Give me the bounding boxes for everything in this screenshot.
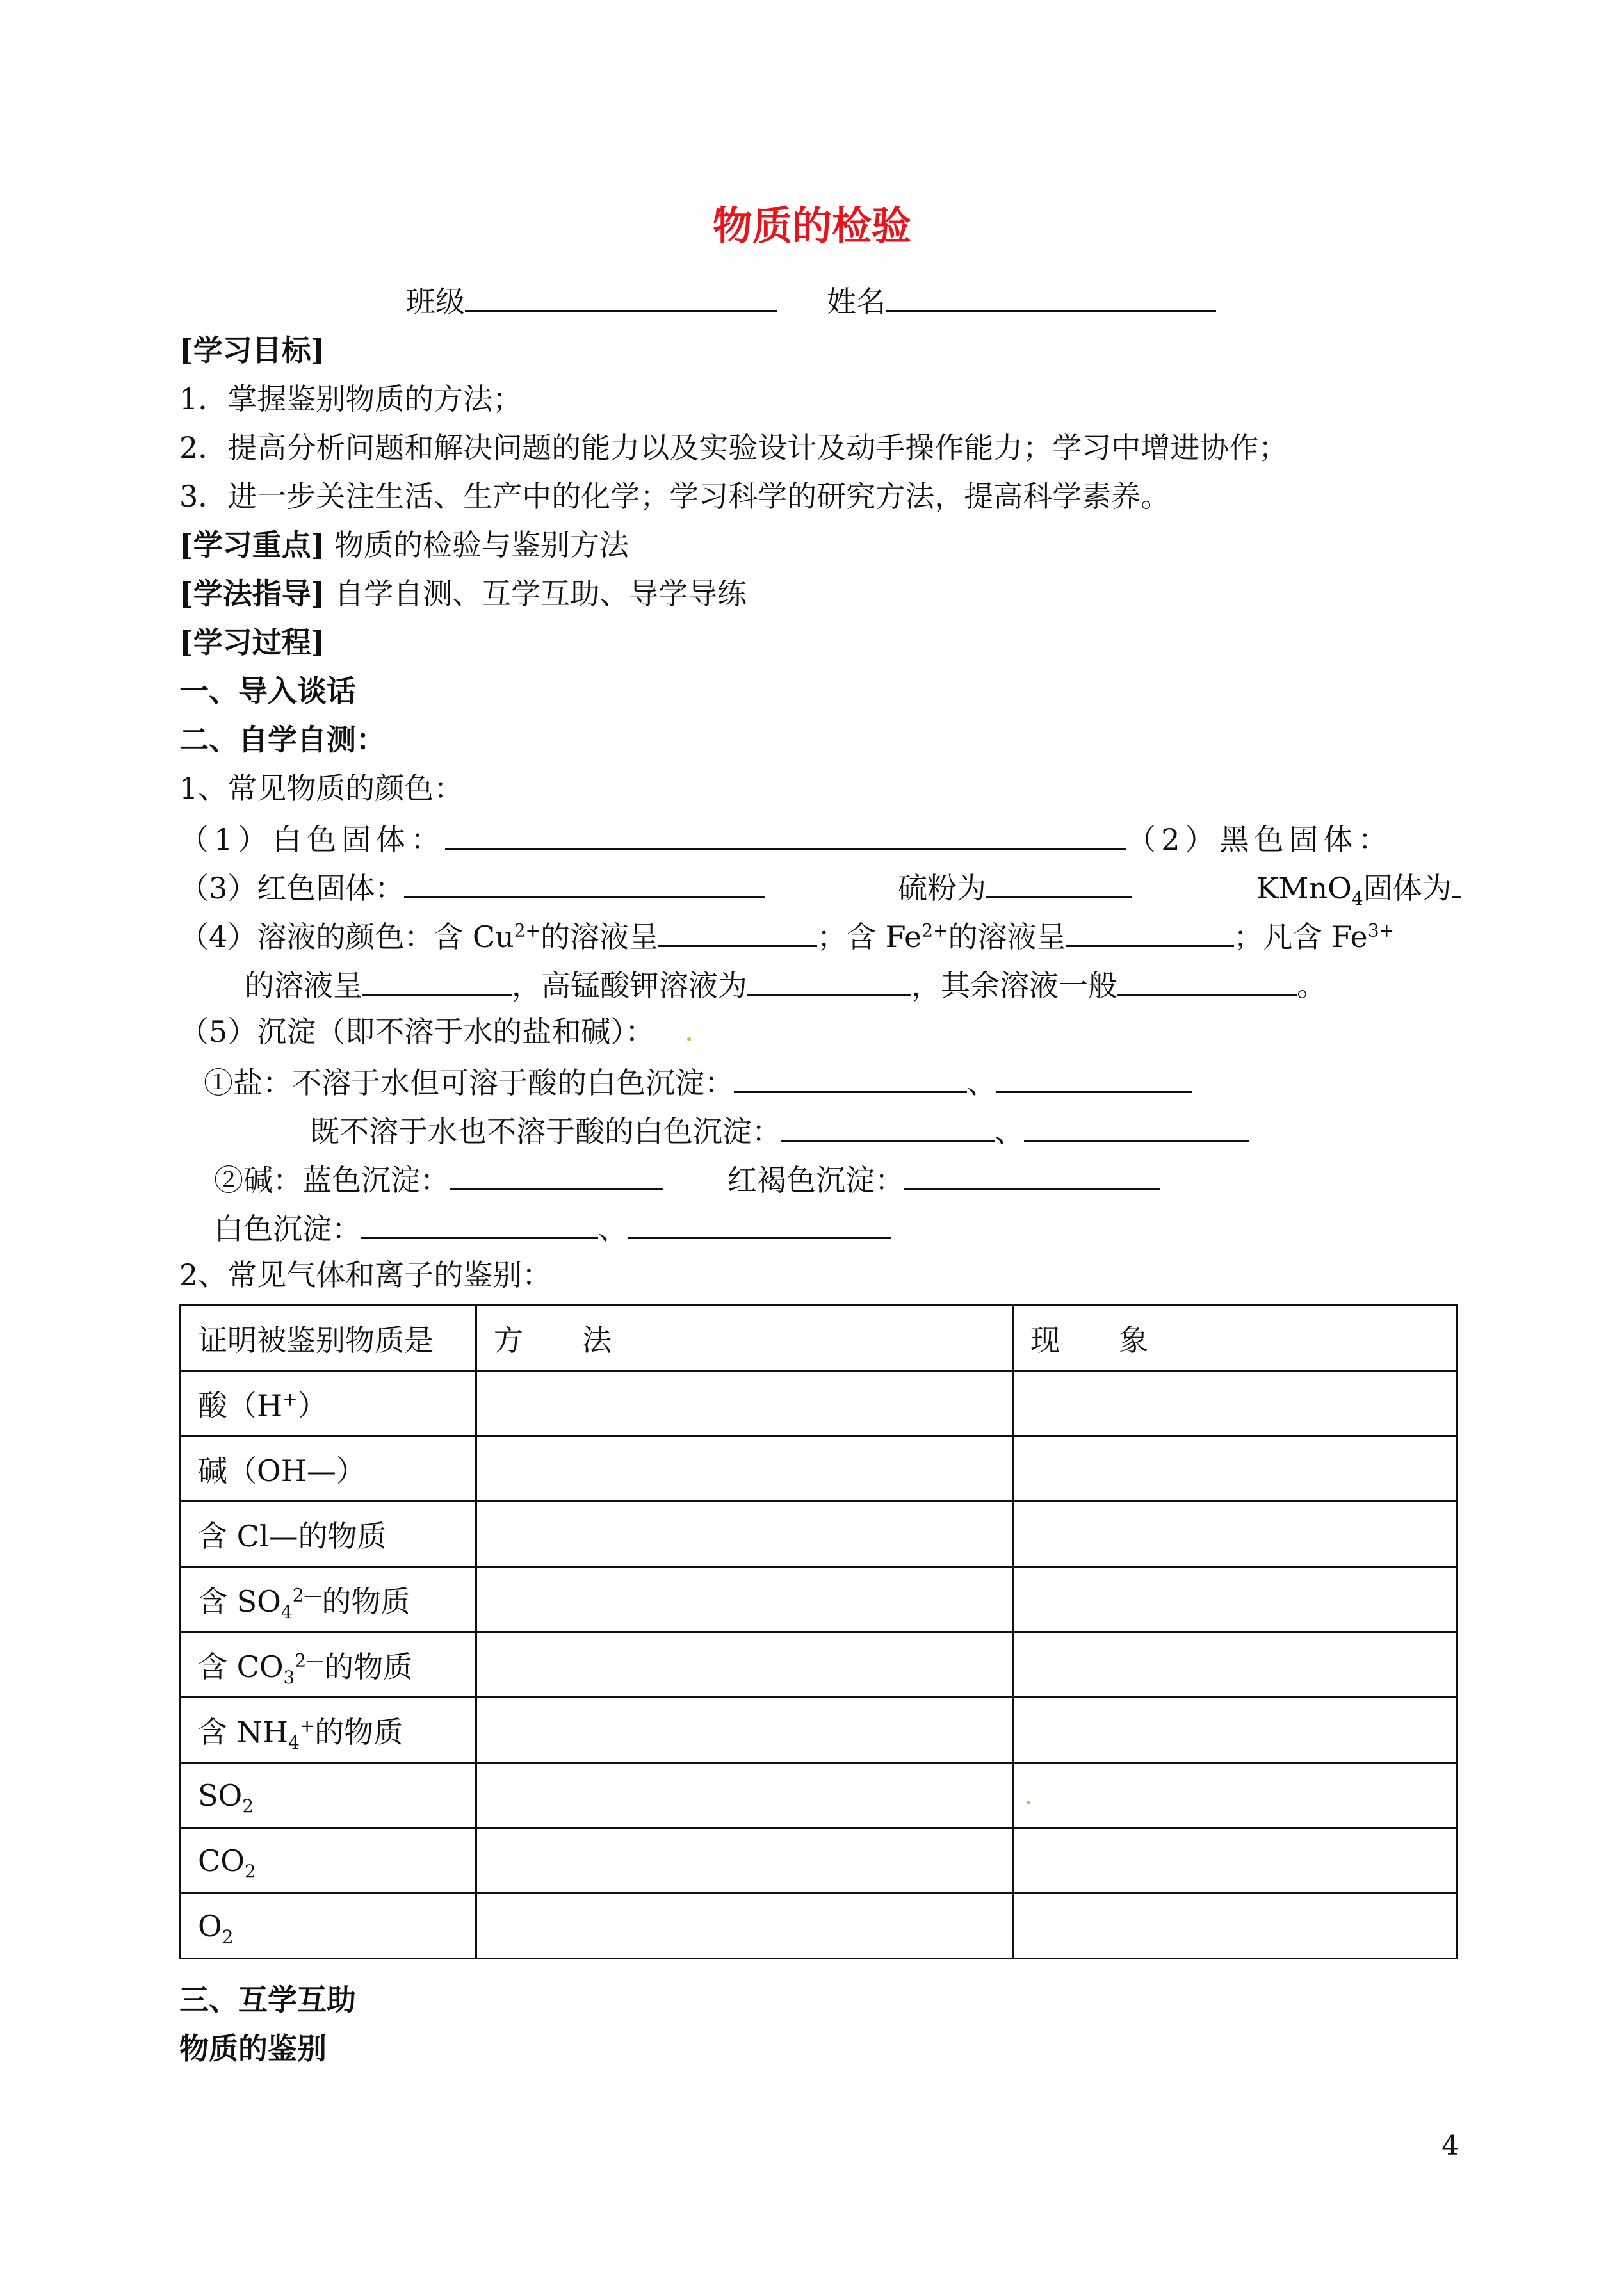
base-red-label: 红褐色沉淀：	[727, 1163, 904, 1197]
q-sulfur	[898, 871, 1132, 903]
q-white-black-solid	[179, 822, 1393, 857]
page-title: 物质的检验	[712, 202, 911, 249]
cu-label: （4）溶液的颜色：含 Cu	[179, 920, 514, 954]
fe2-label: ；含 Fe	[817, 920, 922, 954]
name-blank[interactable]	[886, 284, 1216, 312]
substance-cell: $CO_2$	[181, 1828, 476, 1894]
period: 。	[1297, 968, 1326, 1003]
black-solid-label: 黑色固体：	[1219, 822, 1393, 857]
base-white-blank-1[interactable]	[361, 1212, 598, 1239]
substance-cell: 含 $NH_4^+$的物质	[181, 1698, 476, 1763]
fe3-blank[interactable]	[362, 968, 512, 996]
table-row	[181, 1698, 1458, 1763]
item-num: （1）	[179, 822, 273, 857]
other-solution-blank[interactable]	[1117, 968, 1297, 996]
phenomenon-cell[interactable]	[1013, 1436, 1458, 1502]
white-solid-label: 白色固体：	[272, 822, 446, 857]
salt-acid-soluble-blank-2[interactable]	[996, 1066, 1192, 1093]
substance-cell: 含 $CO_3^{2—}$的物质	[181, 1632, 476, 1698]
q-salt-insoluble	[310, 1114, 1249, 1149]
base-red-blank[interactable]	[904, 1163, 1160, 1190]
phenomenon-cell[interactable]	[1013, 1763, 1458, 1828]
identification-table	[179, 1304, 1458, 1959]
red-solid-label: （3）红色固体：	[179, 871, 405, 905]
phenomenon-cell[interactable]	[1013, 1632, 1458, 1698]
superscript: 3+	[1367, 920, 1395, 941]
phenomenon-cell[interactable]	[1013, 1371, 1458, 1436]
method-cell[interactable]	[476, 1698, 1013, 1763]
focus-text: 物质的检验与鉴别方法	[334, 528, 629, 562]
salt-insoluble-label: 既不溶于水也不溶于酸的白色沉淀：	[310, 1114, 781, 1149]
other-solution-label: ，其余溶液一般	[911, 968, 1117, 1003]
method-cell[interactable]	[476, 1763, 1013, 1828]
method-cell[interactable]	[476, 1894, 1013, 1959]
table-row	[181, 1763, 1458, 1828]
fe2-suffix: 的溶液呈	[948, 920, 1066, 954]
base-white-label: 白色沉淀：	[214, 1212, 361, 1246]
kmno4-blank[interactable]	[1452, 871, 1461, 898]
section-intro: 一、导入谈话	[179, 674, 356, 708]
substance-cell: $O_2$	[181, 1894, 476, 1959]
table-row	[181, 1894, 1458, 1959]
fe3-suffix: 的溶液呈	[245, 968, 362, 1003]
focus-line	[179, 530, 629, 560]
superscript: 2+	[514, 920, 540, 941]
table-row	[181, 1828, 1458, 1894]
kmno4-label: KMnO	[1256, 871, 1352, 905]
section-self-test: 二、自学自测：	[179, 722, 386, 757]
table-header-cell: 证明被鉴别物质是	[181, 1306, 476, 1371]
red-solid-blank[interactable]	[404, 871, 765, 898]
table-row	[181, 1567, 1458, 1632]
base-blue-label: ②碱：蓝色沉淀：	[214, 1163, 450, 1197]
method-cell[interactable]	[476, 1502, 1013, 1567]
kmno4-solution-label: ，高锰酸钾溶液为	[512, 968, 747, 1003]
fe2-blank[interactable]	[1066, 920, 1234, 947]
question-colors: 1、常见物质的颜色：	[179, 771, 464, 806]
substance-cell: $SO_2$	[181, 1763, 476, 1828]
question-gas-ion: 2、常见气体和离子的鉴别：	[179, 1258, 552, 1292]
item-num: （2）	[1126, 822, 1220, 857]
goal-item: 2．提高分析问题和解决问题的能力以及实验设计及动手操作能力；学习中增进协作；	[179, 430, 1288, 465]
name-label: 姓名	[827, 284, 886, 319]
cu-suffix: 的溶液呈	[540, 920, 658, 954]
table-header-row	[181, 1306, 1458, 1371]
table-row	[181, 1436, 1458, 1502]
focus-heading: [学习重点]	[179, 528, 325, 562]
table-row	[181, 1371, 1458, 1436]
phenomenon-cell[interactable]	[1013, 1828, 1458, 1894]
q-kmno4	[1256, 871, 1461, 910]
phenomenon-cell[interactable]	[1013, 1502, 1458, 1567]
q-base-blue	[214, 1163, 663, 1195]
process-heading: [学习过程]	[179, 625, 325, 660]
table-row	[181, 1502, 1458, 1567]
method-cell[interactable]	[476, 1632, 1013, 1698]
sulfur-label: 硫粉为	[898, 871, 986, 905]
subscript: 4	[1351, 888, 1363, 910]
q-red-solid	[179, 871, 765, 903]
method-text: 自学自测、互学互助、导学导练	[334, 576, 747, 611]
q-solution-colors-2	[245, 968, 1326, 1003]
q-base-white	[214, 1212, 891, 1244]
base-white-blank-2[interactable]	[628, 1212, 891, 1239]
kmno4-suffix: 固体为	[1363, 871, 1452, 905]
stray-dot	[1027, 1801, 1030, 1804]
q-base-red	[727, 1163, 1160, 1195]
phenomenon-cell[interactable]	[1013, 1698, 1458, 1763]
method-cell[interactable]	[476, 1371, 1013, 1436]
substance-cell: 碱（OH—）	[181, 1436, 476, 1502]
q-salt-acid-soluble	[204, 1066, 1192, 1098]
salt-insoluble-blank-1[interactable]	[781, 1114, 995, 1142]
substance-cell: 含 $SO_4^{2—}$的物质	[181, 1567, 476, 1632]
sulfur-blank[interactable]	[986, 871, 1132, 898]
kmno4-solution-blank[interactable]	[747, 968, 911, 996]
separator: 、	[967, 1066, 996, 1100]
phenomenon-cell[interactable]	[1013, 1567, 1458, 1632]
base-blue-blank[interactable]	[450, 1163, 663, 1190]
stray-dot	[687, 1037, 691, 1041]
class-name-line	[406, 284, 1216, 319]
superscript: 2+	[922, 920, 948, 941]
phenomenon-cell[interactable]	[1013, 1894, 1458, 1959]
salt-acid-soluble-label: ①盐：不溶于水但可溶于酸的白色沉淀：	[204, 1066, 734, 1100]
section-mutual-help: 三、互学互助	[179, 1983, 356, 2017]
table-header-cell: 现 象	[1013, 1306, 1458, 1371]
method-cell[interactable]	[476, 1828, 1013, 1894]
goal-item: 1．掌握鉴别物质的方法；	[179, 382, 523, 416]
goal-item: 3．进一步关注生活、生产中的化学；学习科学的研究方法，提高科学素养。	[179, 479, 1171, 514]
method-line	[179, 576, 747, 611]
page-number: 4	[1441, 2130, 1459, 2161]
substance-cell: 含 Cl—的物质	[181, 1502, 476, 1567]
method-cell[interactable]	[476, 1567, 1013, 1632]
class-blank[interactable]	[465, 284, 777, 312]
substance-cell: 酸（H+）	[181, 1371, 476, 1436]
fe3-label: ；凡含 Fe	[1233, 920, 1368, 954]
method-cell[interactable]	[476, 1436, 1013, 1502]
separator: 、	[995, 1114, 1024, 1149]
q-solution-colors	[179, 920, 1394, 952]
separator: 、	[598, 1212, 628, 1246]
table-header-cell: 方 法	[476, 1306, 1013, 1371]
subsection-title: 物质的鉴别	[179, 2031, 327, 2066]
class-label: 班级	[406, 284, 465, 319]
method-heading: [学法指导]	[179, 576, 325, 611]
q-precipitate: （5）沉淀（即不溶于水的盐和碱）：	[179, 1014, 655, 1049]
table-row	[181, 1632, 1458, 1698]
cu-blank[interactable]	[658, 920, 817, 947]
goals-heading: [学习目标]	[179, 333, 325, 368]
salt-insoluble-blank-2[interactable]	[1024, 1114, 1249, 1142]
white-solid-blank[interactable]	[445, 822, 1126, 850]
salt-acid-soluble-blank-1[interactable]	[734, 1066, 967, 1093]
